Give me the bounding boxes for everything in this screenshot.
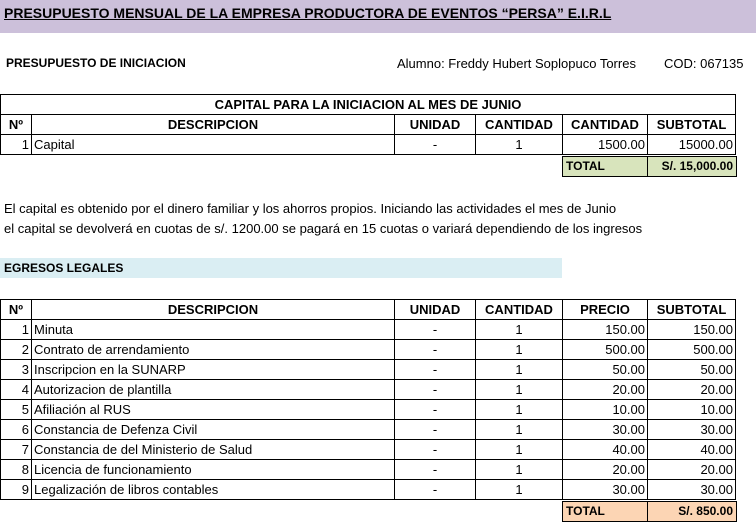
row-description: Minuta bbox=[32, 320, 395, 340]
row-subtotal: 500.00 bbox=[648, 340, 736, 360]
row-subtotal: 40.00 bbox=[648, 440, 736, 460]
table-row bbox=[1, 135, 736, 155]
table-row bbox=[1, 380, 736, 400]
table-row bbox=[1, 440, 736, 460]
row-number: 1 bbox=[1, 320, 32, 340]
row-number: 4 bbox=[1, 380, 32, 400]
row-number: 8 bbox=[1, 460, 32, 480]
row-unit: - bbox=[395, 460, 476, 480]
table-row bbox=[1, 340, 736, 360]
col-header-unidad: UNIDAD bbox=[395, 300, 476, 320]
col-header-subtotal: SUBTOTAL bbox=[648, 300, 736, 320]
row-unit: - bbox=[395, 320, 476, 340]
row-price: 40.00 bbox=[563, 440, 648, 460]
row-quantity: 1 bbox=[476, 420, 563, 440]
row-description: Contrato de arrendamiento bbox=[32, 340, 395, 360]
row-subtotal: 30.00 bbox=[648, 480, 736, 500]
row-subtotal: 50.00 bbox=[648, 360, 736, 380]
row-description: Constancia de Defenza Civil bbox=[32, 420, 395, 440]
row-unit: - bbox=[395, 420, 476, 440]
row-number: 9 bbox=[1, 480, 32, 500]
col-header-cantidad: CANTIDAD bbox=[476, 300, 563, 320]
row-quantity: 1 bbox=[476, 135, 563, 155]
col-header-subtotal: SUBTOTAL bbox=[648, 115, 736, 135]
capital-table bbox=[0, 94, 736, 155]
row-quantity: 1 bbox=[476, 400, 563, 420]
title-bar bbox=[0, 0, 756, 33]
egresos-section-title: EGRESOS LEGALES bbox=[4, 261, 124, 275]
student-code: COD: 067135 bbox=[664, 56, 744, 71]
page-title: PRESUPUESTO MENSUAL DE LA EMPRESA PRODUCTORA DE EVENTOS “PERSA” E.I.R.L bbox=[4, 5, 612, 21]
row-subtotal: 30.00 bbox=[648, 420, 736, 440]
row-number: 3 bbox=[1, 360, 32, 380]
row-description: Autorizacion de plantilla bbox=[32, 380, 395, 400]
row-price: 10.00 bbox=[563, 400, 648, 420]
capital-total-label: TOTAL bbox=[562, 156, 649, 177]
capital-total-value: S/. 15,000.00 bbox=[647, 156, 737, 177]
row-amount: 1500.00 bbox=[563, 135, 648, 155]
section-title-iniciacion: PRESUPUESTO DE INICIACION bbox=[6, 56, 186, 70]
table-row bbox=[1, 400, 736, 420]
row-description: Afiliación al RUS bbox=[32, 400, 395, 420]
row-description: Constancia de del Ministerio de Salud bbox=[32, 440, 395, 460]
row-quantity: 1 bbox=[476, 320, 563, 340]
row-subtotal: 20.00 bbox=[648, 380, 736, 400]
row-description: Inscripcion en la SUNARP bbox=[32, 360, 395, 380]
row-price: 20.00 bbox=[563, 380, 648, 400]
egresos-total-label: TOTAL bbox=[562, 501, 649, 522]
col-header-precio: PRECIO bbox=[563, 300, 648, 320]
row-subtotal: 15000.00 bbox=[648, 135, 736, 155]
note-line-2: el capital se devolverá en cuotas de s/. 1200.00 se pagará en 15 cuotas o variará dependiendo de los ingresos bbox=[4, 221, 643, 236]
row-unit: - bbox=[395, 400, 476, 420]
table-row bbox=[1, 420, 736, 440]
row-description: Licencia de funcionamiento bbox=[32, 460, 395, 480]
row-price: 50.00 bbox=[563, 360, 648, 380]
egresos-table bbox=[0, 299, 736, 500]
row-price: 20.00 bbox=[563, 460, 648, 480]
col-header-n: Nº bbox=[1, 300, 32, 320]
col-header-descripcion: DESCRIPCION bbox=[32, 115, 395, 135]
col-header-cantidad-2: CANTIDAD bbox=[563, 115, 648, 135]
table-row bbox=[1, 460, 736, 480]
row-quantity: 1 bbox=[476, 440, 563, 460]
row-quantity: 1 bbox=[476, 360, 563, 380]
row-unit: - bbox=[395, 135, 476, 155]
row-unit: - bbox=[395, 340, 476, 360]
row-subtotal: 20.00 bbox=[648, 460, 736, 480]
row-price: 30.00 bbox=[563, 420, 648, 440]
row-number: 2 bbox=[1, 340, 32, 360]
table-row bbox=[1, 360, 736, 380]
note-line-1: El capital es obtenido por el dinero familiar y los ahorros propios. Iniciando las actividades el mes de Junio bbox=[4, 201, 617, 216]
row-price: 150.00 bbox=[563, 320, 648, 340]
row-price: 30.00 bbox=[563, 480, 648, 500]
col-header-descripcion: DESCRIPCION bbox=[32, 300, 395, 320]
capital-header-row bbox=[1, 115, 736, 135]
row-unit: - bbox=[395, 360, 476, 380]
row-quantity: 1 bbox=[476, 460, 563, 480]
row-unit: - bbox=[395, 480, 476, 500]
row-quantity: 1 bbox=[476, 340, 563, 360]
col-header-unidad: UNIDAD bbox=[395, 115, 476, 135]
egresos-header-row bbox=[1, 300, 736, 320]
row-description: Legalización de libros contables bbox=[32, 480, 395, 500]
row-number: 7 bbox=[1, 440, 32, 460]
egresos-total-value: S/. 850.00 bbox=[647, 501, 737, 522]
row-subtotal: 150.00 bbox=[648, 320, 736, 340]
row-price: 500.00 bbox=[563, 340, 648, 360]
row-number: 1 bbox=[1, 135, 32, 155]
row-subtotal: 10.00 bbox=[648, 400, 736, 420]
row-number: 6 bbox=[1, 420, 32, 440]
row-quantity: 1 bbox=[476, 380, 563, 400]
row-description: Capital bbox=[32, 135, 395, 155]
row-unit: - bbox=[395, 380, 476, 400]
row-number: 5 bbox=[1, 400, 32, 420]
row-unit: - bbox=[395, 440, 476, 460]
table-row bbox=[1, 320, 736, 340]
capital-table-title: CAPITAL PARA LA INICIACION AL MES DE JUNIO bbox=[1, 95, 736, 115]
col-header-n: Nº bbox=[1, 115, 32, 135]
student-name: Alumno: Freddy Hubert Soplopuco Torres bbox=[397, 56, 636, 71]
col-header-cantidad: CANTIDAD bbox=[476, 115, 563, 135]
row-quantity: 1 bbox=[476, 480, 563, 500]
table-row bbox=[1, 480, 736, 500]
